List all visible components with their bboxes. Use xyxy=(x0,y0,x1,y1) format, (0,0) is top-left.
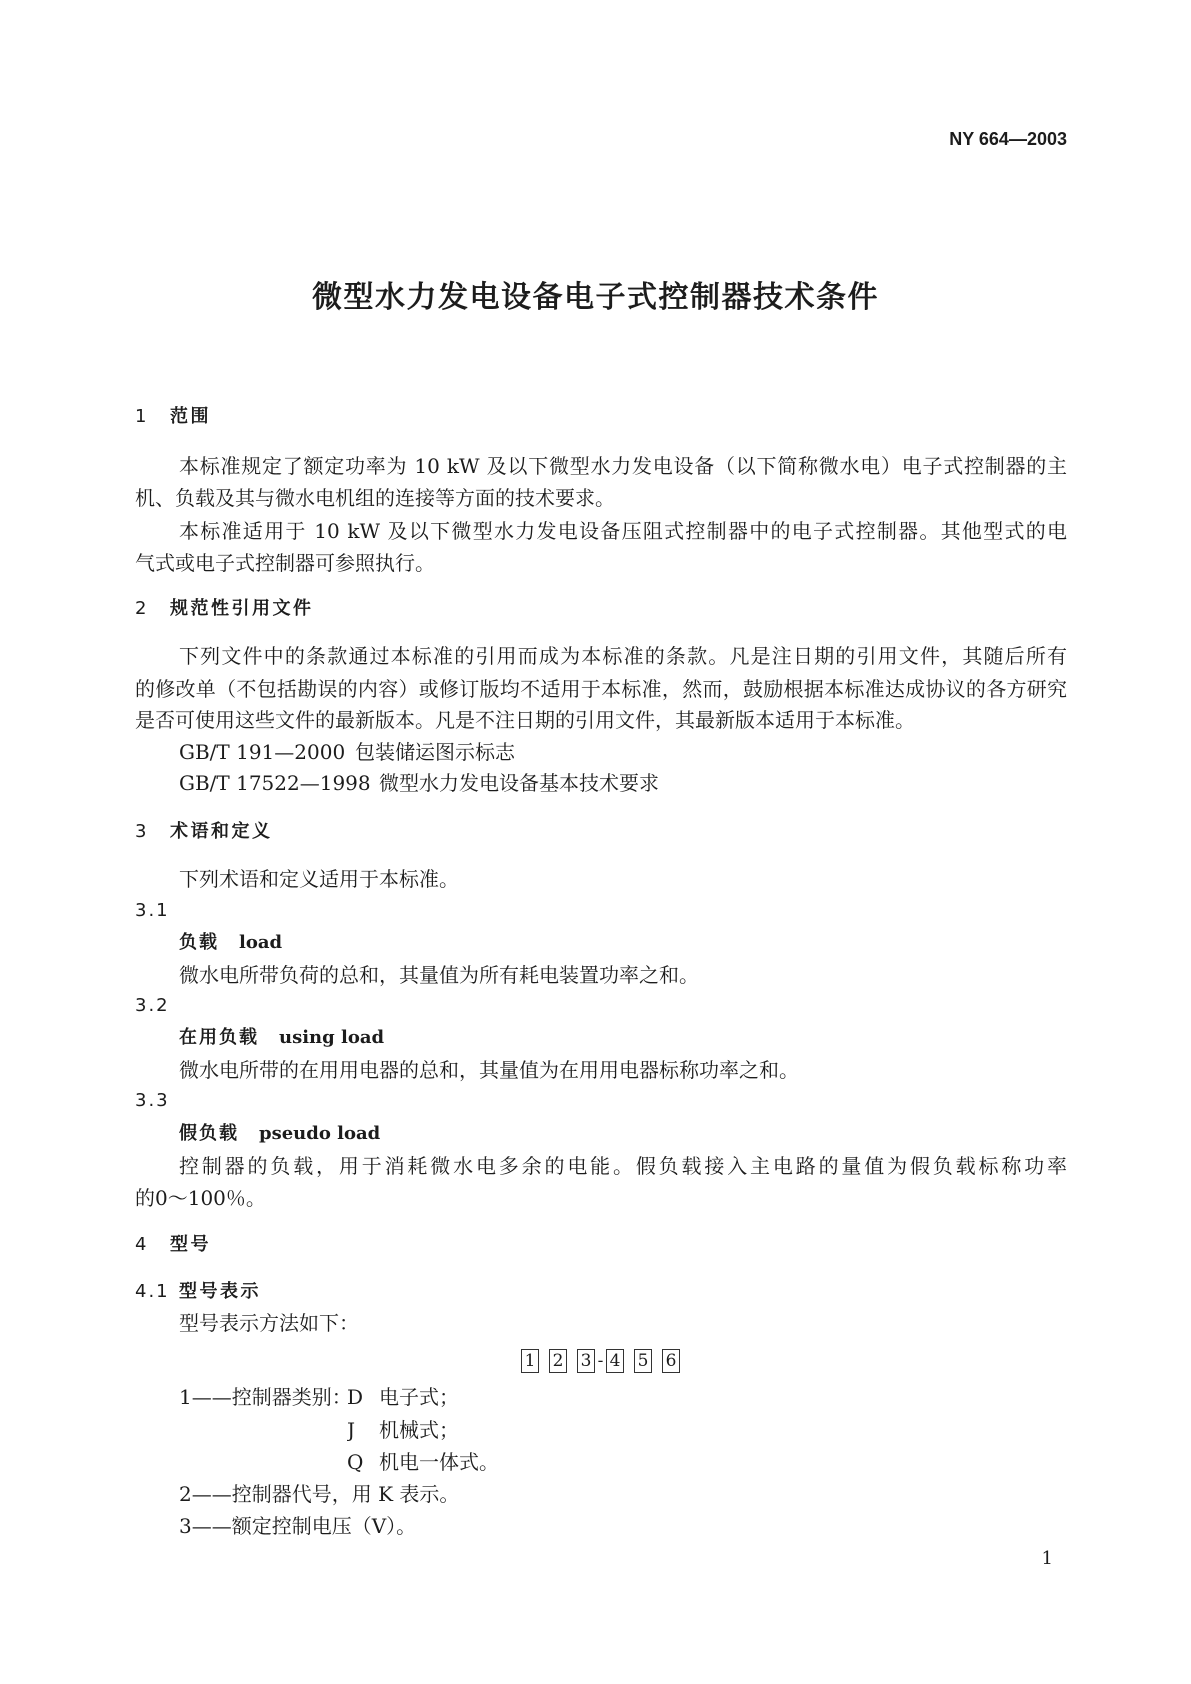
term-chinese: 假负载 xyxy=(179,1123,239,1144)
section-2-number: 2 xyxy=(135,598,147,619)
model-code-box: 6 xyxy=(662,1349,680,1373)
term-number: 3.1 xyxy=(135,900,170,921)
subsection-4-1-number: 4.1 xyxy=(135,1281,170,1302)
reference-title: 微型水力发电设备基本技术要求 xyxy=(379,771,659,795)
references-paragraph-line-3: 是否可使用这些文件的最新版本。凡是不注日期的引用文件，其最新版本适用于本标准。 xyxy=(135,708,915,732)
reference-title: 包装储运图示标志 xyxy=(355,740,515,764)
page-number: 1 xyxy=(1041,1548,1053,1569)
rated-voltage-line: 3——额定控制电压（V）。 xyxy=(179,1514,417,1538)
section-1-number: 1 xyxy=(135,406,147,427)
terms-intro: 下列术语和定义适用于本标准。 xyxy=(179,867,459,891)
model-code-box: 1 xyxy=(521,1349,539,1373)
term-heading xyxy=(179,931,282,955)
reference-code: GB/T 17522—1998 xyxy=(179,771,371,795)
category-option-label: 电子式； xyxy=(379,1385,459,1409)
term-chinese: 在用负载 xyxy=(179,1027,259,1048)
controller-code-line: 2——控制器代号，用 K 表示。 xyxy=(179,1482,460,1506)
category-option-label: 机电一体式。 xyxy=(379,1450,499,1474)
term-number: 3.3 xyxy=(135,1090,170,1111)
term-definition-line-1: 控制器的负载，用于消耗微水电多余的电能。假负载接入主电路的量值为假负载标称功率 xyxy=(179,1154,1067,1178)
term-chinese: 负载 xyxy=(179,932,219,953)
term-english: pseudo load xyxy=(259,1123,381,1144)
subsection-4-1-title: 型号表示 xyxy=(179,1281,261,1302)
category-option-label: 机械式； xyxy=(379,1418,459,1442)
references-paragraph-line-1: 下列文件中的条款通过本标准的引用而成为本标准的条款。凡是注日期的引用文件，其随后所有 xyxy=(179,644,1067,668)
section-4-number: 4 xyxy=(135,1234,147,1255)
document-title: 微型水力发电设备电子式控制器技术条件 xyxy=(312,280,879,315)
scope-paragraph-2-line-1: 本标准适用于 10 kW 及以下微型水力发电设备压阻式控制器中的电子式控制器。其他型式的电 xyxy=(179,519,1067,543)
section-2-title: 规范性引用文件 xyxy=(170,598,314,619)
scope-paragraph-1-line-2: 机、负载及其与微水电机组的连接等方面的技术要求。 xyxy=(135,486,615,510)
standard-code: NY 664—2003 xyxy=(949,129,1067,149)
section-3-number: 3 xyxy=(135,821,147,842)
model-code-separator: - xyxy=(597,1351,604,1371)
term-number: 3.2 xyxy=(135,995,170,1016)
model-code-box: 2 xyxy=(549,1349,567,1373)
reference-code: GB/T 191—2000 xyxy=(179,740,346,764)
category-prefix: 1——控制器类别： xyxy=(179,1385,352,1409)
model-code-box: 4 xyxy=(606,1349,624,1373)
scope-paragraph-1-line-1: 本标准规定了额定功率为 10 kW 及以下微型水力发电设备（以下简称微水电）电子式控制器的主 xyxy=(179,454,1067,478)
model-code-boxes xyxy=(521,1348,690,1374)
category-option-code: D xyxy=(347,1385,364,1409)
category-option-code: J xyxy=(347,1418,356,1442)
term-english: using load xyxy=(279,1027,385,1048)
section-1-title: 范围 xyxy=(170,406,211,427)
section-3-title: 术语和定义 xyxy=(170,821,273,842)
model-code-box: 3 xyxy=(577,1349,595,1373)
category-option-code: Q xyxy=(347,1450,364,1474)
term-english: load xyxy=(239,932,283,953)
scope-paragraph-2-line-2: 气式或电子式控制器可参照执行。 xyxy=(135,551,435,575)
term-heading xyxy=(179,1026,384,1050)
term-heading xyxy=(179,1122,380,1146)
section-4-title: 型号 xyxy=(170,1234,211,1255)
term-definition: 微水电所带的在用用电器的总和，其量值为在用用电器标称功率之和。 xyxy=(179,1058,799,1082)
term-definition-line-2: 的0～100％。 xyxy=(135,1186,266,1210)
model-notation-intro: 型号表示方法如下： xyxy=(179,1311,359,1335)
term-definition: 微水电所带负荷的总和，其量值为所有耗电装置功率之和。 xyxy=(179,963,699,987)
references-paragraph-line-2: 的修改单（不包括勘误的内容）或修订版均不适用于本标准，然而，鼓励根据本标准达成协议的各方研究 xyxy=(135,677,1067,701)
model-code-box: 5 xyxy=(634,1349,652,1373)
